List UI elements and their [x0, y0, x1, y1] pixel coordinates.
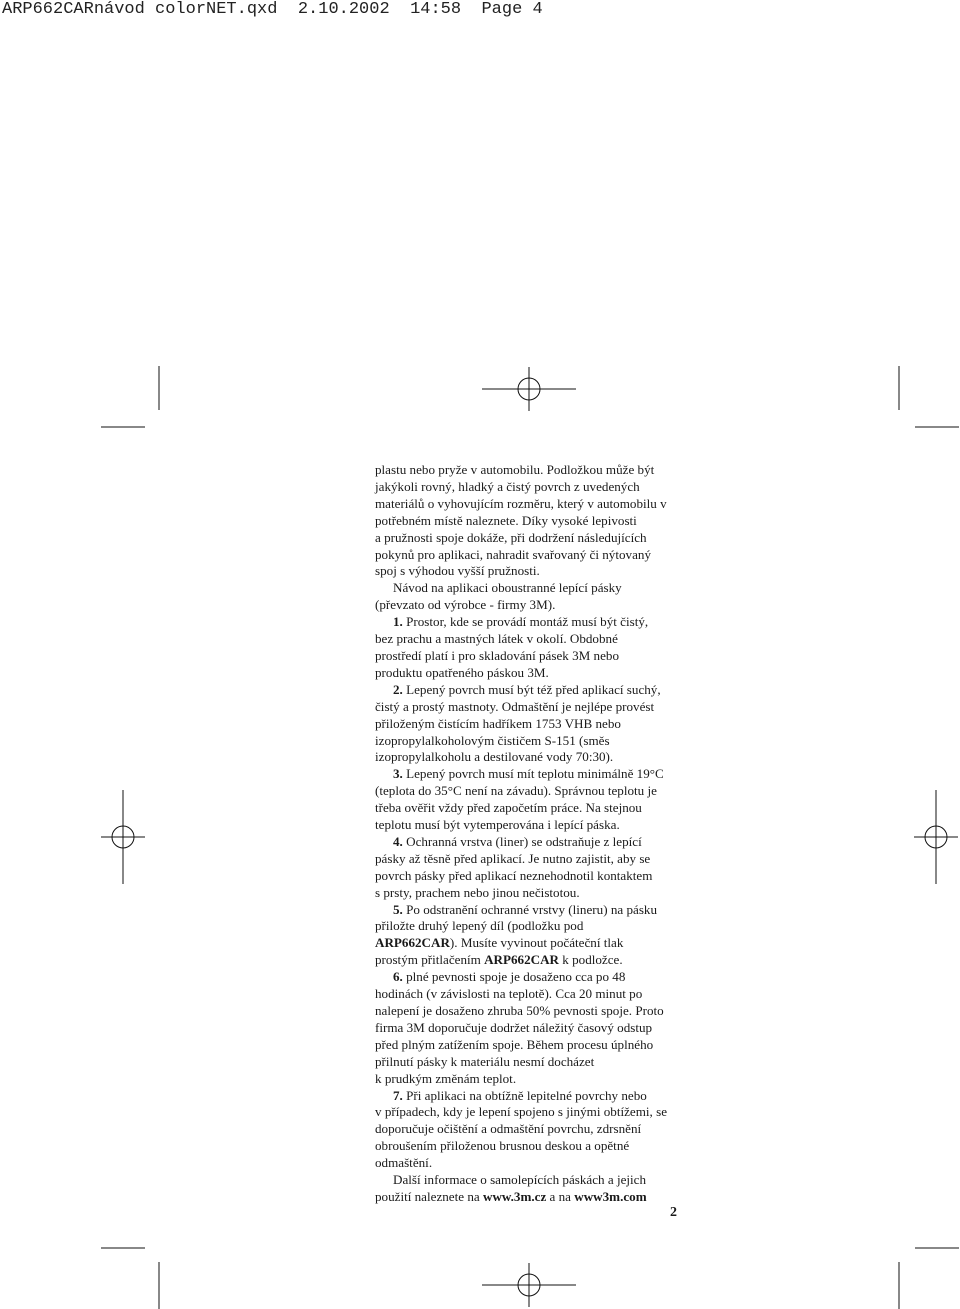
text-line: Ochranná vrstva (liner) se odstraňuje z lepící [406, 833, 642, 849]
product-name: ARP662CAR [484, 952, 560, 968]
text-line: povrch pásky před aplikací neznehodnotil kontaktem [375, 867, 653, 883]
text-line: izopropylalkoholovým čističem S-151 (směs [375, 732, 610, 748]
closing-paragraph [375, 1172, 695, 1206]
text-line: pokynů pro aplikaci, nahradit svařovaný či nýtovaný [375, 546, 651, 562]
text-line: k prudkým změnám teplot. [375, 1070, 517, 1086]
step-1 [375, 614, 695, 682]
text-line: (teplota do 35°C není na závadu). Správnou teplotu je [375, 783, 657, 799]
text-line: nalepení je dosaženo zhruba 50% pevnosti spoje. Proto [375, 1003, 664, 1018]
step-5 [375, 902, 695, 970]
step-6 [375, 969, 695, 1087]
text-line: bez prachu a mastných látek v okolí. Obdobné [375, 631, 618, 647]
text-line: plastu nebo pryže v automobilu. Podložkou může být [375, 462, 655, 477]
text-line: Po odstranění ochranné vrstvy (lineru) na pásku [406, 901, 658, 917]
step-3 [375, 766, 695, 834]
text-line: k podložce. [559, 952, 623, 968]
text-line: a pružnosti spoje dokáže, při dodržení následujících [375, 529, 647, 545]
text-line: spoj s výhodou vyšší pružnosti. [375, 563, 540, 579]
instructions-heading [375, 580, 695, 614]
text-line: v případech, kdy je lepení spojeno s jinými obtížemi, se [375, 1104, 668, 1120]
step-7 [375, 1088, 695, 1173]
text-line: Další informace o samolepících páskách a jejich [393, 1172, 647, 1188]
registration-mark-top [482, 367, 576, 411]
text-line: a na [546, 1188, 575, 1204]
text-line: třeba ověřit vždy před započetím práce. Na stejnou [375, 800, 642, 816]
text-line: hodinách (v závislosti na teplotě). Cca 20 minut po [375, 986, 643, 1002]
text-line: ). Musíte vyvinout počáteční tlak [449, 935, 624, 951]
text-line: obroušením přiloženou brusnou deskou a opětné [375, 1138, 630, 1154]
text-line: izopropylalkoholu a destilované vody 70:30). [375, 749, 614, 765]
text-line: před plným zatížením spoje. Během procesu úplného [375, 1036, 654, 1052]
registration-mark-right [914, 790, 958, 884]
text-line: pásky až těsně před aplikací. Je nutno zajistit, aby se [375, 850, 651, 866]
registration-mark-left [101, 790, 145, 884]
step-number: 1. [393, 614, 403, 630]
text-line: čistý a prostý mastnoty. Odmaštění je nejlépe provést [375, 698, 655, 714]
step-number: 6. [393, 969, 403, 985]
step-number: 3. [393, 766, 403, 782]
intro-paragraph [375, 462, 695, 580]
step-number: 4. [393, 833, 403, 849]
file-slug-line: ARP662CARnávod colorNET.qxd 2.10.2002 14:58 Page 4 [2, 0, 543, 19]
text-line: odmaštění. [375, 1155, 433, 1171]
step-2 [375, 682, 695, 767]
step-number: 7. [393, 1087, 403, 1103]
text-line: Při aplikaci na obtížně lepitelné povrchy nebo [406, 1087, 647, 1103]
text-line: Prostor, kde se provádí montáž musí být čistý, [406, 614, 649, 630]
text-line: Lepený povrch musí mít teplotu minimálně 19°C [406, 766, 664, 782]
step-number: 5. [393, 901, 403, 917]
website-link: www.3m.cz [482, 1188, 547, 1204]
text-line: plné pevnosti spoje je dosaženo cca po 48 [406, 969, 626, 985]
registration-mark-bottom [482, 1263, 576, 1307]
text-line: přiložte druhý lepený díl (podložku pod [375, 918, 584, 934]
text-line: jakýkoli rovný, hladký a čistý povrch z uvedených [375, 478, 640, 494]
product-name: ARP662CAR [375, 935, 450, 951]
text-line: prostředí platí i pro skladování pásek 3M nebo [375, 647, 620, 663]
text-line: přiloženým čistícím hadříkem 1753 VHB nebo [375, 715, 621, 731]
text-line: doporučuje očištění a odmaštění povrchu, zdrsnění [375, 1121, 642, 1137]
text-line: s prsty, prachem nebo jinou nečistotou. [375, 884, 580, 900]
text-line: firma 3M doporučuje dodržet náležitý časový odstup [375, 1019, 653, 1035]
text-line: materiálů o vyhovujícím rozměru, který v automobilu v [375, 495, 667, 511]
text-line: použití naleznete na [375, 1188, 483, 1204]
step-4 [375, 834, 695, 902]
text-line: potřebném místě naleznete. Díky vysoké lepivosti [375, 512, 637, 528]
article-text [375, 462, 695, 1206]
text-line: přilnutí pásky k materiálu nesmí docházet [375, 1053, 595, 1069]
step-number: 2. [393, 681, 403, 697]
text-line: prostým přitlačením [375, 952, 485, 968]
text-line: Návod na aplikaci oboustranné lepící pásky [393, 580, 622, 596]
text-line: produktu opatřeného páskou 3M. [375, 664, 549, 680]
text-line: (převzato od výrobce - firmy 3M). [375, 597, 556, 613]
website-link: www3m.com [574, 1188, 647, 1204]
page-number: 2 [670, 1205, 677, 1220]
text-line: Lepený povrch musí být též před aplikací suchý, [406, 681, 661, 697]
text-line: teplotu musí být vytemperována i lepící páska. [375, 817, 620, 833]
